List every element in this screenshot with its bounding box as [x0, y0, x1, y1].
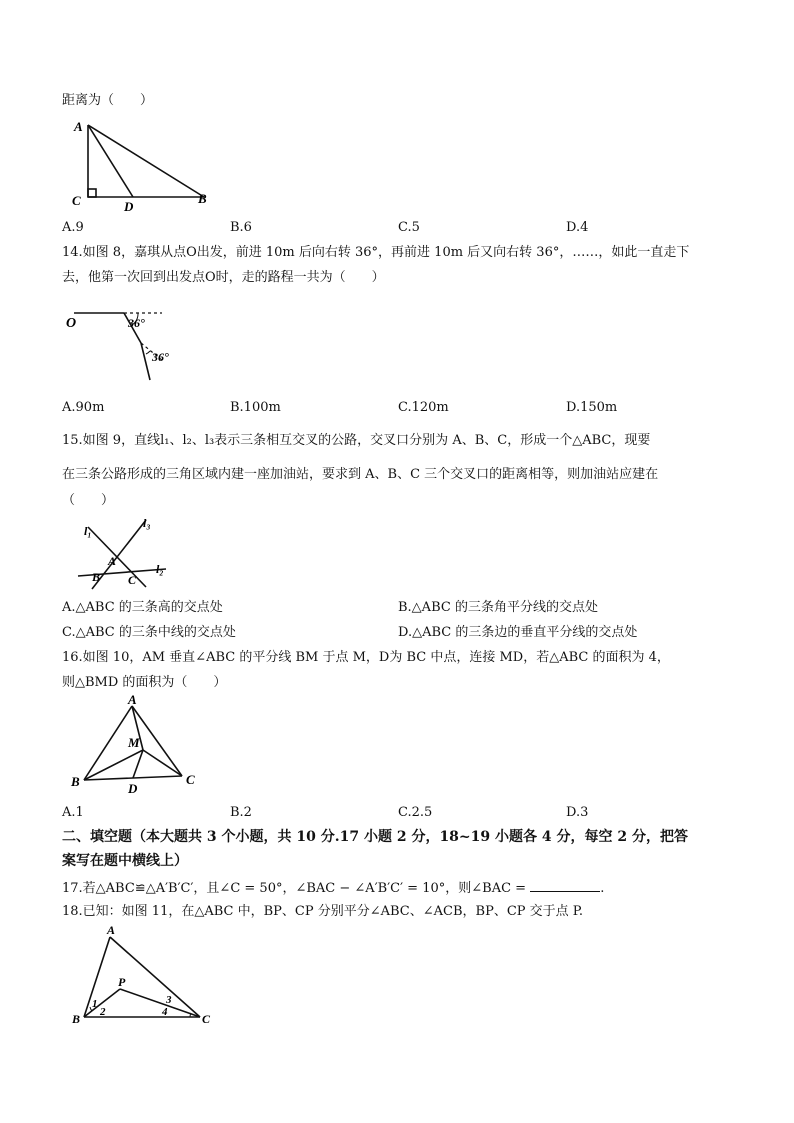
q18-line: 18.已知：如图 11，在△ABC 中，BP、CP 分别平分∠ABC、∠ACB，BP、CP 交于点 P. — [62, 904, 584, 919]
q18-label-b: B — [72, 1012, 81, 1026]
q15-label-l3: l₃ — [143, 516, 151, 530]
section-2-heading-line-1: 二、填空题（本大题共 3 个小题，共 10 分.17 小题 2 分，18~19 小题各 4 分，每空 2 分，把答 — [62, 829, 688, 845]
q16-label-c: C — [186, 772, 195, 787]
q15-label-b: B — [92, 570, 101, 584]
q15-option-a: A.△ABC 的三条高的交点处 — [62, 600, 223, 615]
q15-label-l1: l₁ — [84, 524, 92, 538]
q14-angle-1: 36° — [128, 316, 145, 330]
q13-figure — [68, 115, 228, 214]
q14-option-c: C.120m — [398, 400, 449, 415]
q16-label-m: M — [128, 735, 140, 750]
q15-line-2: 在三条公路形成的三角区域内建一座加油站，要求到 A、B、C 三个交叉口的距离相等，则加油站应建在 — [62, 467, 659, 482]
q14-label-o: O — [66, 316, 77, 331]
q14-option-d: D.150m — [566, 400, 618, 415]
q15-option-d: D.△ABC 的三条边的垂直平分线的交点处 — [398, 625, 638, 640]
q18-angle-1: 1 — [92, 998, 98, 1010]
q16-line-1: 16.如图 10，AM 垂直∠ABC 的平分线 BM 于点 M，D为 BC 中点，连接 MD，若△ABC 的面积为 4， — [62, 650, 670, 665]
q13-option-c: C.5 — [398, 220, 420, 235]
q14-figure — [66, 303, 206, 383]
q16-label-d: D — [128, 781, 138, 796]
q16-label-a: A — [128, 692, 137, 707]
q17-answer-blank[interactable] — [530, 879, 600, 892]
q15-option-b: B.△ABC 的三条角平分线的交点处 — [398, 600, 598, 615]
q16-option-a: A.1 — [62, 805, 84, 820]
q15-label-a: A — [108, 554, 117, 568]
q14-option-a: A.90m — [62, 400, 105, 415]
q14-line-1: 14.如图 8，嘉琪从点O出发，前进 10m 后向右转 36°，再前进 10m 后又向右转 36°，……，如此一直走下 — [62, 245, 690, 260]
q14-option-b: B.100m — [230, 400, 281, 415]
q15-line-1: 15.如图 9，直线l₁、l₂、l₃表示三条相互交叉的公路，交叉口分别为 A、B、C，形成一个△ABC，现要 — [62, 433, 651, 448]
q15-label-l2: l₂ — [156, 562, 164, 576]
q18-label-a: A — [107, 923, 116, 937]
q16-figure — [68, 692, 208, 796]
q15-line-3: （ ） — [62, 493, 115, 508]
q16-option-b: B.2 — [230, 805, 252, 820]
q18-label-p: P — [118, 975, 126, 989]
q14-angle-2: 36° — [152, 350, 169, 364]
q18-angle-4: 4 — [162, 1006, 168, 1018]
q13-label-d: D — [124, 199, 134, 214]
q15-figure — [70, 513, 180, 593]
q17-line — [62, 879, 604, 897]
q17-text: 17.若△ABC≌△A′B′C′，且∠C = 50°，∠BAC − ∠A′B′C′ = 10°，则∠BAC = — [62, 881, 527, 896]
q13-option-a: A.9 — [62, 220, 84, 235]
q18-angle-3: 3 — [166, 994, 172, 1006]
q13-option-b: B.6 — [230, 220, 252, 235]
q16-line-2: 则△BMD 的面积为（ ） — [62, 675, 227, 690]
q16-option-c: C.2.5 — [398, 805, 433, 820]
q18-label-c: C — [202, 1012, 211, 1026]
q13-label-a: A — [74, 119, 83, 134]
q13-tail: 距离为（ ） — [62, 93, 154, 108]
q18-angle-2: 2 — [100, 1006, 106, 1018]
q17-end: . — [600, 881, 605, 896]
q13-label-b: B — [198, 191, 207, 206]
q13-option-d: D.4 — [566, 220, 589, 235]
section-2-heading-line-2: 案写在题中横线上） — [62, 853, 188, 869]
q16-label-b: B — [71, 774, 80, 789]
q13-label-c: C — [72, 193, 81, 208]
q18-figure — [70, 925, 220, 1025]
q14-line-2: 去，他第一次回到出发点O时，走的路程一共为（ ） — [62, 270, 385, 285]
q15-option-c: C.△ABC 的三条中线的交点处 — [62, 625, 236, 640]
q16-option-d: D.3 — [566, 805, 589, 820]
q15-label-c: C — [128, 573, 137, 587]
